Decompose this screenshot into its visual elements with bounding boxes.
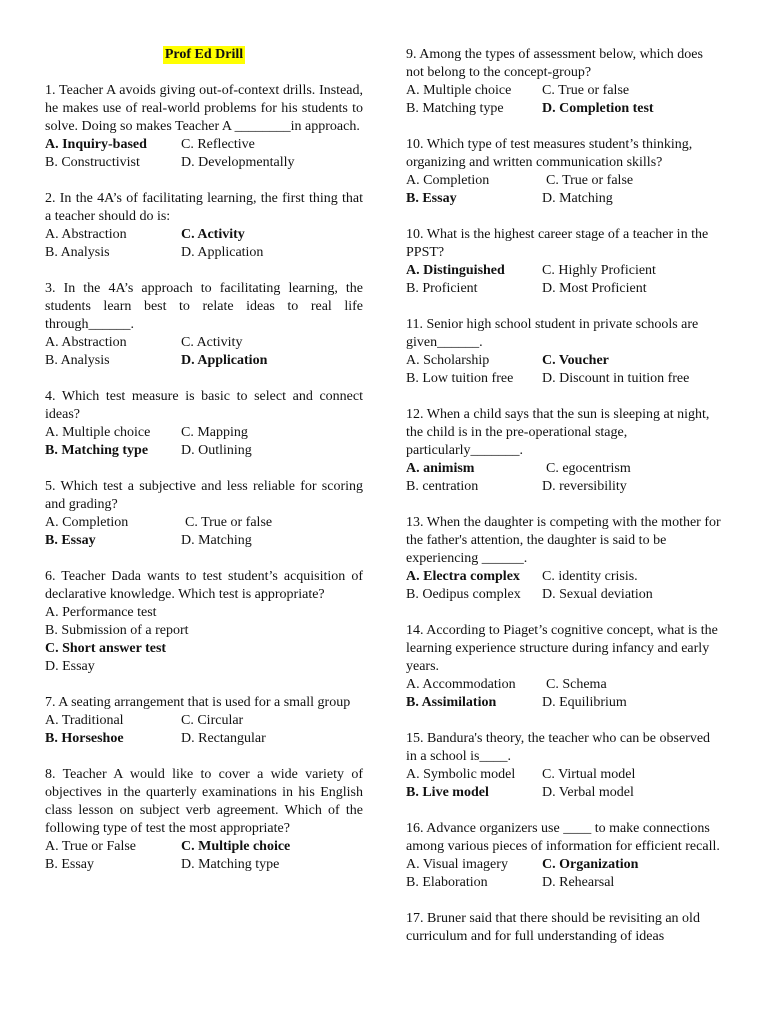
option-row [45,136,363,154]
answer-option: A. Completion [45,515,129,530]
option-row [45,712,363,730]
answer-option: A. Scholarship [406,353,490,368]
question-q11 [406,316,724,388]
answer-option: A. Multiple choice [406,83,512,98]
answer-option: C. egocentrism [546,461,631,476]
answer-option: C. Organization [542,857,639,872]
answer-option: C. Activity [181,335,243,350]
question-q9 [406,46,724,118]
option-row [406,82,724,100]
question-text: 2. In the 4A’s of facilitating learning, the first thing that a teacher should do is: [45,191,363,224]
question-q7 [45,694,363,748]
answer-option: A. Inquiry-based [45,137,147,152]
answer-option: D. Verbal model [542,785,634,800]
answer-option: A. Traditional [45,713,124,728]
answer-option: D. Essay [45,659,95,674]
answer-option: B. Proficient [406,281,478,296]
answer-option: D. Completion test [542,101,654,116]
option-row [406,262,724,280]
question-q17 [406,910,724,946]
left-question-list [45,82,363,874]
answer-option: C. Circular [181,713,244,728]
answer-option: B. Low tuition free [406,371,514,386]
question-text: 12. When a child says that the sun is sleeping at night, the child is in the pre-operational stage, particularly_______. [406,407,710,458]
answer-option: B. Analysis [45,353,110,368]
question-text: 17. Bruner said that there should be revisiting an old curriculum and for full understanding of ideas [406,911,700,944]
option-row [406,766,724,784]
option-row [406,856,724,874]
answer-option: A. True or False [45,839,137,854]
question-text: 3. In the 4A’s approach to facilitating learning, the students learn best to relate ideas to real life through______. [45,281,363,332]
answer-option: C. Highly Proficient [542,263,656,278]
question-text: 8. Teacher A would like to cover a wide variety of objectives in the quarterly examinations in his English class lesson on subject verb agreement. Which of the following type of test the most appropriate? [45,767,363,836]
option-row [406,460,724,478]
question-q10a [406,136,724,208]
answer-option: B. Essay [45,533,96,548]
option-row [45,424,363,442]
answer-option: A. Electra complex [406,569,520,584]
answer-option: D. Discount in tuition free [542,371,690,386]
answer-option: B. Assimilation [406,695,497,710]
question-q2 [45,190,363,262]
option-row [406,190,724,208]
question-q16 [406,820,724,892]
answer-option: D. Rehearsal [542,875,615,890]
option-row [45,658,363,676]
option-row [406,478,724,496]
answer-option: C. Activity [181,227,245,242]
option-row [406,172,724,190]
answer-option: B. Elaboration [406,875,488,890]
answer-option: D. Sexual deviation [542,587,653,602]
option-row [45,352,363,370]
option-row [45,856,363,874]
option-row [406,874,724,892]
option-row [406,676,724,694]
question-q14 [406,622,724,712]
option-row [45,226,363,244]
option-row [45,622,363,640]
answer-option: C. Virtual model [542,767,636,782]
answer-option: D. Application [181,353,268,368]
option-row [45,838,363,856]
question-text: 10. Which type of test measures student’s thinking, organizing and written communication skills? [406,137,693,170]
answer-option: A. Multiple choice [45,425,151,440]
answer-option: B. Analysis [45,245,110,260]
question-text: 1. Teacher A avoids giving out-of-context drills. Instead, he makes use of real-world problems for his students to solve. Doing so makes Teacher A ________in approach. [45,83,363,134]
answer-option: A. animism [406,461,475,476]
option-row [45,244,363,262]
answer-option: B. centration [406,479,479,494]
option-row [406,352,724,370]
question-text: 4. Which test measure is basic to select and connect ideas? [45,389,363,422]
answer-option: C. Reflective [181,137,255,152]
answer-option: D. Matching [542,191,613,206]
question-text: 15. Bandura's theory, the teacher who can be observed in a school is____. [406,731,711,764]
answer-option: D. reversibility [542,479,627,494]
option-row [406,586,724,604]
option-row [45,154,363,172]
answer-option: D. Outlining [181,443,252,458]
question-text: 14. According to Piaget’s cognitive concept, what is the learning experience structure during infancy and early years. [406,623,718,674]
question-text: 9. Among the types of assessment below, which does not belong to the concept-group? [406,47,703,80]
question-text: 5. Which test a subjective and less reliable for scoring and grading? [45,479,363,512]
option-row [406,280,724,298]
answer-option: B. Essay [406,191,457,206]
option-row [45,334,363,352]
question-q8 [45,766,363,874]
option-row [45,730,363,748]
answer-option: B. Oedipus complex [406,587,521,602]
answer-option: D. Equilibrium [542,695,627,710]
answer-option: B. Matching type [406,101,504,116]
answer-option: C. Short answer test [45,641,167,656]
answer-option: C. Mapping [181,425,248,440]
document-title: Prof Ed Drill [164,47,244,62]
question-q1 [45,82,363,172]
question-q5 [45,478,363,550]
answer-option: C. Schema [546,677,607,692]
title-wrap [45,46,363,64]
question-text: 11. Senior high school student in private schools are given______. [406,317,699,350]
option-row [406,694,724,712]
answer-option: B. Live model [406,785,489,800]
answer-option: A. Accommodation [406,677,516,692]
question-text: 6. Teacher Dada wants to test student’s acquisition of declarative knowledge. Which test is appropriate? [45,569,363,602]
answer-option: D. Rectangular [181,731,266,746]
answer-option: A. Abstraction [45,227,127,242]
answer-option: D. Application [181,245,264,260]
answer-option: C. Multiple choice [181,839,291,854]
question-text: 16. Advance organizers use ____ to make connections among various pieces of information for efficient recall. [406,821,720,854]
left-column [45,46,363,892]
answer-option: D. Matching [181,533,252,548]
option-row [406,784,724,802]
answer-option: A. Symbolic model [406,767,516,782]
question-text: 7. A seating arrangement that is used for a small group [45,695,351,710]
right-column [406,46,724,964]
answer-option: C. True or false [546,173,634,188]
option-row [406,370,724,388]
answer-option: D. Matching type [181,857,280,872]
question-q10b [406,226,724,298]
answer-option: A. Distinguished [406,263,505,278]
right-question-list [406,46,724,946]
option-row [406,100,724,118]
question-q3 [45,280,363,370]
option-row [45,640,363,658]
answer-option: C. identity crisis. [542,569,638,584]
question-text: 10. What is the highest career stage of a teacher in the PPST? [406,227,709,260]
answer-option: D. Developmentally [181,155,295,170]
answer-option: A. Performance test [45,605,157,620]
answer-option: C. Voucher [542,353,609,368]
option-row [406,568,724,586]
question-q12 [406,406,724,496]
option-row [45,604,363,622]
answer-option: C. True or false [185,515,273,530]
option-row [45,514,363,532]
answer-option: C. True or false [542,83,630,98]
answer-option: B. Essay [45,857,94,872]
answer-option: B. Matching type [45,443,149,458]
question-q15 [406,730,724,802]
answer-option: A. Completion [406,173,490,188]
answer-option: D. Most Proficient [542,281,647,296]
answer-option: A. Abstraction [45,335,127,350]
answer-option: B. Horseshoe [45,731,124,746]
question-text: 13. When the daughter is competing with the mother for the father's attention, the daughter is said to be experiencing ______. [406,515,721,566]
answer-option: A. Visual imagery [406,857,508,872]
question-q4 [45,388,363,460]
question-q6 [45,568,363,676]
answer-option: B. Constructivist [45,155,140,170]
option-row [45,442,363,460]
answer-option: B. Submission of a report [45,623,189,638]
option-row [45,532,363,550]
question-q13 [406,514,724,604]
